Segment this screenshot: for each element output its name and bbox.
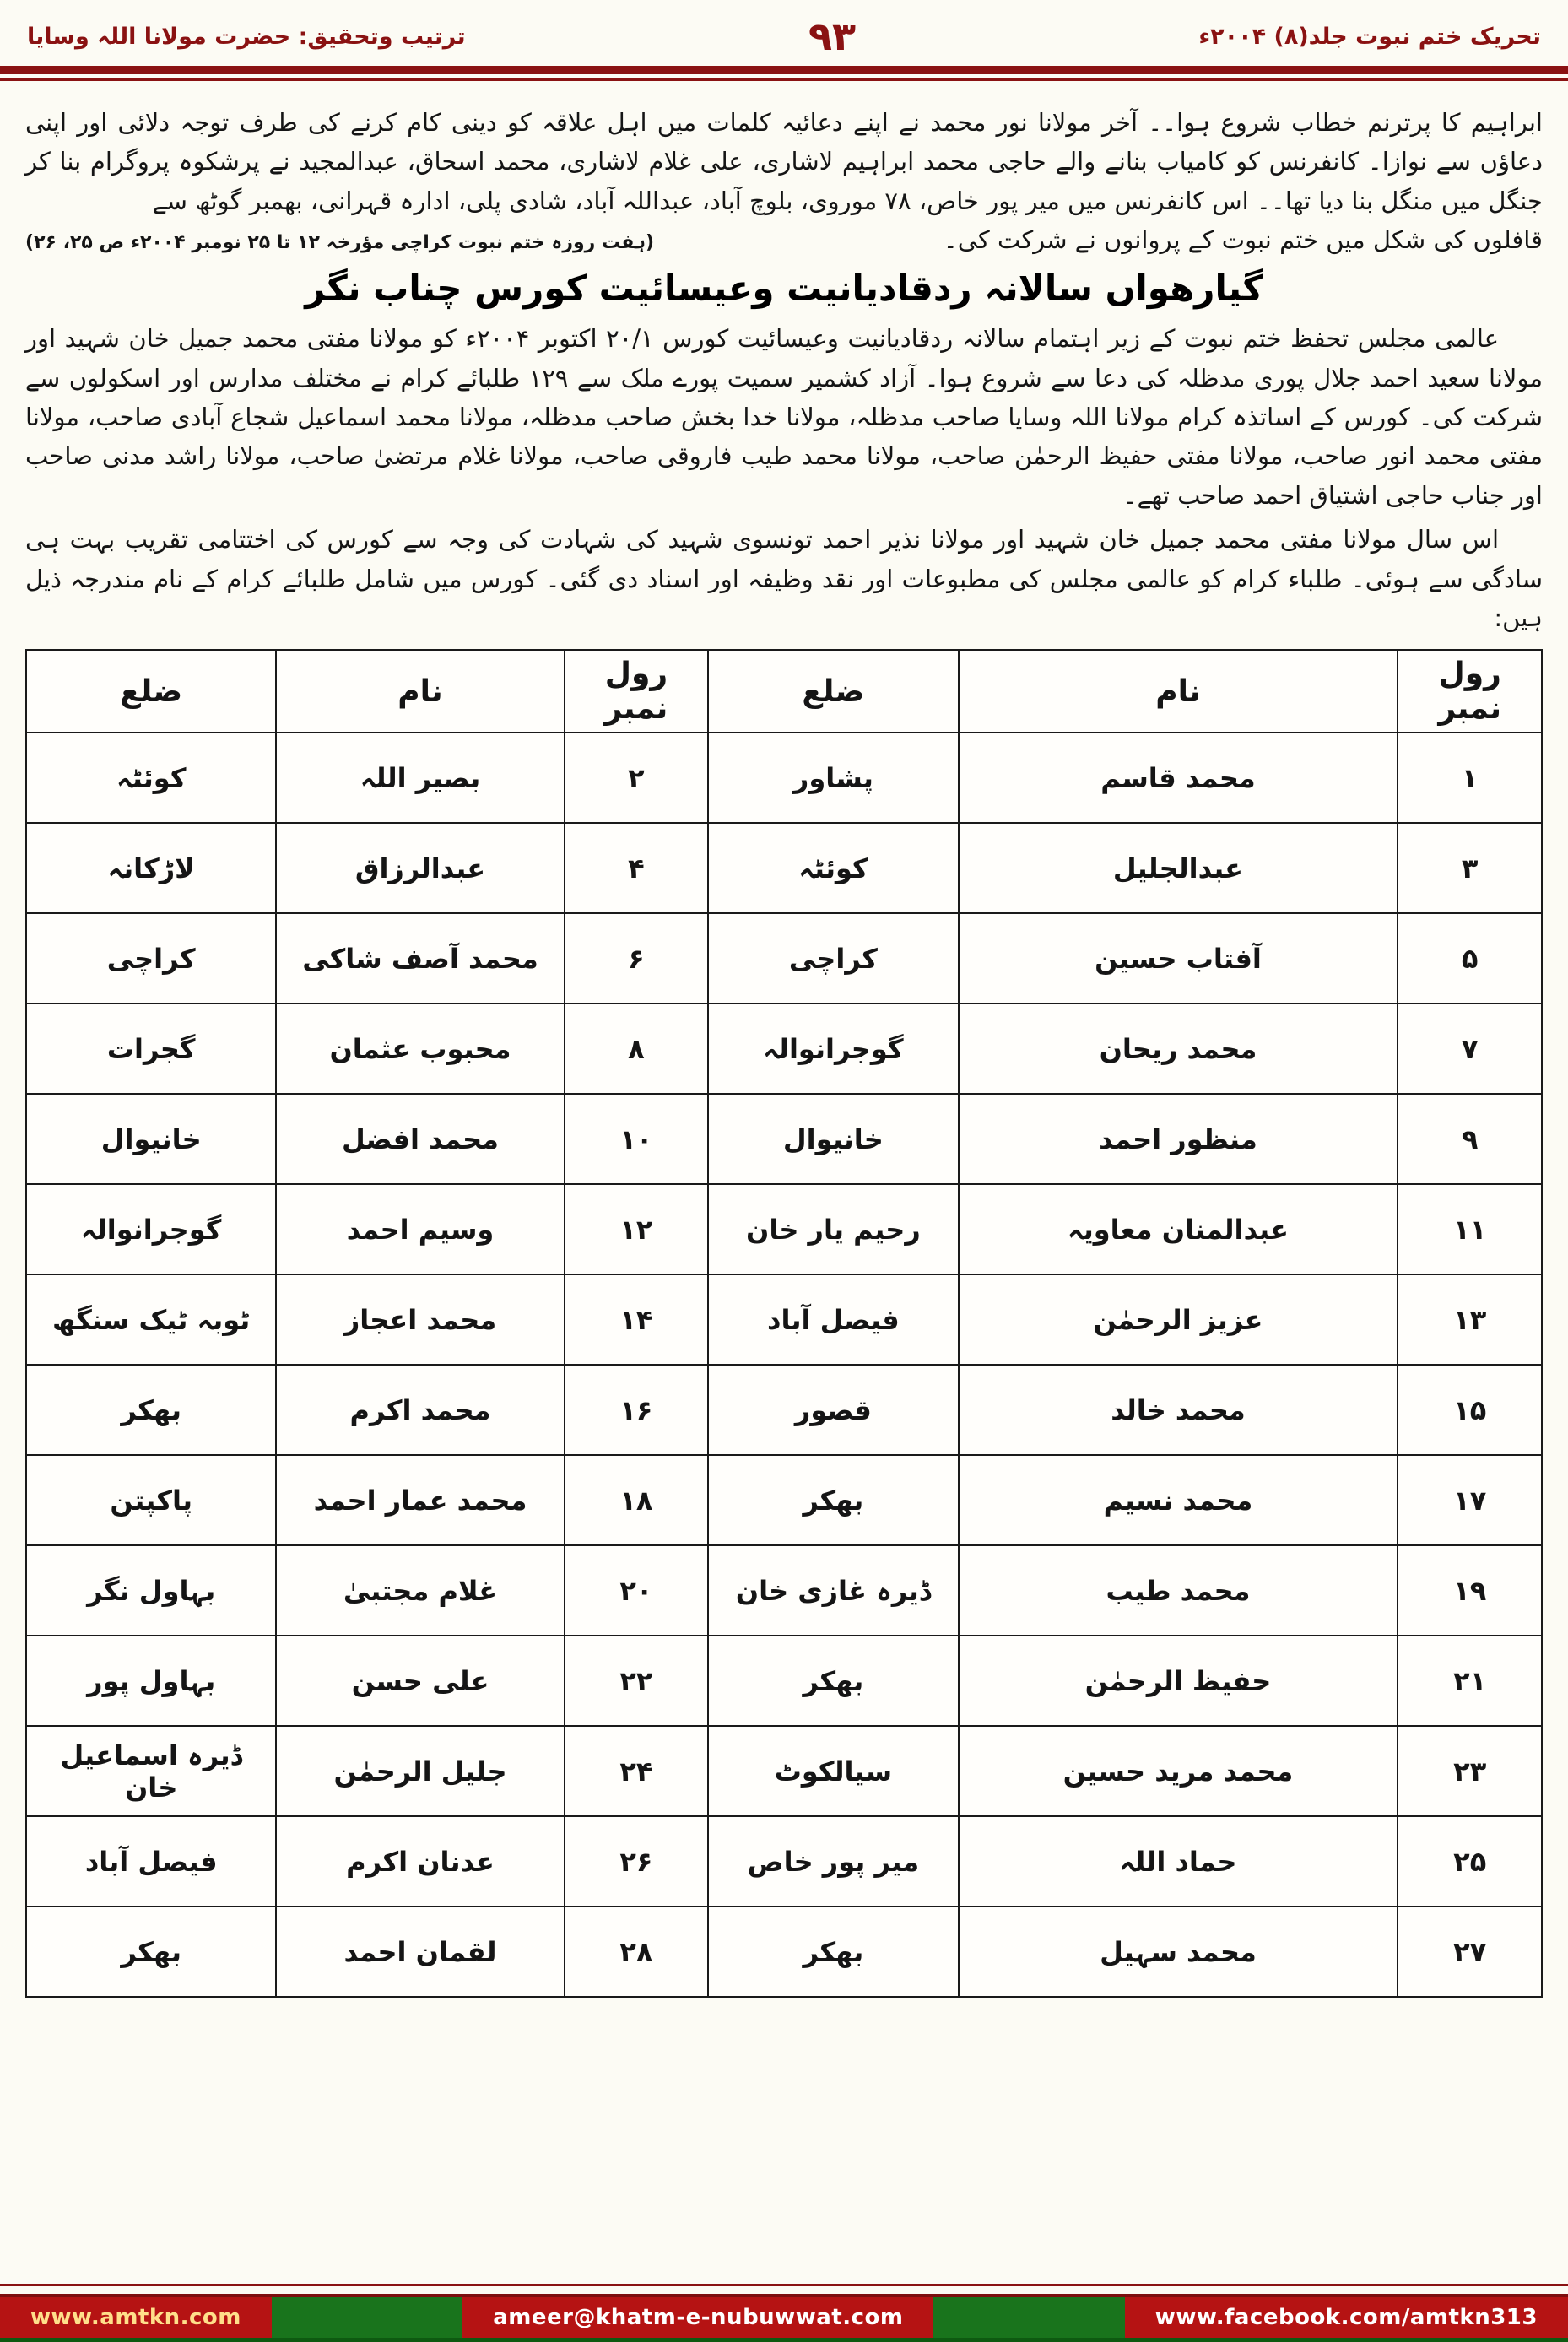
name-cell: عدنان اکرم	[276, 1816, 564, 1907]
table-row	[26, 1455, 1542, 1545]
name-cell: آفتاب حسین	[959, 913, 1398, 1003]
conference-closing-sentence: قافلوں کی شکل میں ختم نبوت کے پروانوں نے شرکت کی۔	[943, 225, 1543, 255]
section-heading: گیارھواں سالانہ ردقادیانیت وعیسائیت کورس چناب نگر	[305, 268, 1263, 310]
roll-cell: ۲۱	[1398, 1636, 1542, 1726]
name-cell: عبدالرزاق	[276, 823, 564, 913]
district-cell: فیصل آباد	[26, 1816, 276, 1907]
district-cell: فیصل آباد	[708, 1274, 958, 1365]
roll-cell: ۲۳	[1398, 1726, 1542, 1816]
roll-cell: ۱۵	[1398, 1365, 1542, 1455]
roll-cell: ۲۸	[565, 1907, 709, 1997]
roll-cell: ۹	[1398, 1094, 1542, 1184]
roll-cell: ۲۰	[565, 1545, 709, 1636]
table-row	[26, 1274, 1542, 1365]
roll-cell: ۱۶	[565, 1365, 709, 1455]
district-cell: سیالکوٹ	[708, 1726, 958, 1816]
header-name-left: نام	[276, 650, 564, 733]
paragraph-course-intro: عالمی مجلس تحفظ ختم نبوت کے زیر اہتمام سالانہ ردقادیانیت وعیسائیت کورس ۲۰/۱ اکتوبر ۲۰۰۴ء کو مولانا مفتی محمد جمیل خان شہید اور مولانا سعید احمد جلال پوری مدظلہ کی دعا سے شروع ہوا۔ آزاد کشمیر سمیت پورے ملک سے ۱۲۹ طلبائے کرام نے مختلف مدارس اور اسکولوں سے شرکت کی۔ کورس کے اساتذہ کرام مولانا اللہ وسایا صاحب مدظلہ، مولانا خدا بخش صاحب مدظلہ، مولانا محمد اسماعیل شجاع آبادی صاحب، مولانا مفتی محمد انور صاحب، مولانا مفتی حفیظ الرحمٰن صاحب، مولانا محمد طیب فاروقی صاحب، مولانا غلام مرتضیٰ صاحب، مولانا راشد مدنی صاحب اور جناب حاجی اشتیاق احمد صاحب تھے۔	[25, 324, 1543, 510]
roll-cell: ۸	[565, 1003, 709, 1094]
table-row	[26, 1003, 1542, 1094]
roll-cell: ۱۲	[565, 1184, 709, 1274]
name-cell: محمد افضل	[276, 1094, 564, 1184]
roll-cell: ۲۶	[565, 1816, 709, 1907]
district-cell: ڈیرہ غازی خان	[708, 1545, 958, 1636]
name-cell: حفیظ الرحمٰن	[959, 1636, 1398, 1726]
roll-cell: ۶	[565, 913, 709, 1003]
roll-cell: ۲۷	[1398, 1907, 1542, 1997]
table-row	[26, 733, 1542, 823]
name-cell: لقمان احمد	[276, 1907, 564, 1997]
district-cell: بھکر	[26, 1365, 276, 1455]
email-link[interactable]: ameer@khatm-e-nubuwwat.com	[462, 2297, 933, 2338]
header-name-right: نام	[959, 650, 1398, 733]
district-cell: کراچی	[708, 913, 958, 1003]
roll-cell: ۱۷	[1398, 1455, 1542, 1545]
roll-cell: ۲۴	[565, 1726, 709, 1816]
roll-cell: ۱۰	[565, 1094, 709, 1184]
name-cell: محمد اکرم	[276, 1365, 564, 1455]
page-number: ۹۳	[808, 14, 857, 59]
district-cell: بہاول پور	[26, 1636, 276, 1726]
website-link[interactable]: www.amtkn.com	[0, 2297, 272, 2338]
district-cell: قصور	[708, 1365, 958, 1455]
district-cell: پاکپتن	[26, 1455, 276, 1545]
header-roll-number-right: رول نمبر	[1398, 650, 1542, 733]
name-cell: حماد اللہ	[959, 1816, 1398, 1907]
district-cell: گجرات	[26, 1003, 276, 1094]
name-cell: محمد سہیل	[959, 1907, 1398, 1997]
header-roll-number-left: رول نمبر	[565, 650, 709, 733]
roll-cell: ۱۳	[1398, 1274, 1542, 1365]
name-cell: غلام مجتبیٰ	[276, 1545, 564, 1636]
district-cell: ٹوبہ ٹیک سنگھ	[26, 1274, 276, 1365]
roll-cell: ۱۸	[565, 1455, 709, 1545]
roll-cell: ۲	[565, 733, 709, 823]
name-cell: محمد ریحان	[959, 1003, 1398, 1094]
district-cell: رحیم یار خان	[708, 1184, 958, 1274]
roll-cell: ۱	[1398, 733, 1542, 823]
page-footer	[0, 2284, 1568, 2342]
page-header	[0, 0, 1568, 66]
name-cell: وسیم احمد	[276, 1184, 564, 1274]
district-cell: گوجرانوالہ	[26, 1184, 276, 1274]
roll-cell: ۱۱	[1398, 1184, 1542, 1274]
header-rule-thick	[0, 66, 1568, 74]
table-row	[26, 913, 1542, 1003]
district-cell: کراچی	[26, 913, 276, 1003]
header-district-left: ضلع	[26, 650, 276, 733]
name-cell: جلیل الرحمٰن	[276, 1726, 564, 1816]
district-cell: بھکر	[26, 1907, 276, 1997]
table-row	[26, 1365, 1542, 1455]
footer-rule	[0, 2284, 1568, 2286]
district-cell: کوئٹہ	[708, 823, 958, 913]
district-cell: بھکر	[708, 1455, 958, 1545]
roll-cell: ۱۴	[565, 1274, 709, 1365]
district-cell: بھکر	[708, 1636, 958, 1726]
table-row	[26, 1636, 1542, 1726]
district-cell: کوئٹہ	[26, 733, 276, 823]
header-district-right: ضلع	[708, 650, 958, 733]
name-cell: محمد خالد	[959, 1365, 1398, 1455]
volume-title: تحریک ختم نبوت جلد(۸) ۲۰۰۴ء	[1198, 23, 1541, 50]
name-cell: بصیر اللہ	[276, 733, 564, 823]
name-cell: منظور احمد	[959, 1094, 1398, 1184]
students-table	[25, 649, 1543, 1998]
district-cell: میر پور خاص	[708, 1816, 958, 1907]
name-cell: عبدالمنان معاویہ	[959, 1184, 1398, 1274]
district-cell: گوجرانوالہ	[708, 1003, 958, 1094]
district-cell: خانیوال	[26, 1094, 276, 1184]
table-row	[26, 1907, 1542, 1997]
name-cell: محمد عمار احمد	[276, 1455, 564, 1545]
roll-cell: ۵	[1398, 913, 1542, 1003]
district-cell: لاڑکانہ	[26, 823, 276, 913]
district-cell: پشاور	[708, 733, 958, 823]
paragraph-conference-lastline	[25, 225, 1543, 254]
name-cell: عزیز الرحمٰن	[959, 1274, 1398, 1365]
editor-credit: ترتیب وتحقیق: حضرت مولانا اللہ وسایا	[27, 23, 466, 50]
name-cell: محمد مرید حسین	[959, 1726, 1398, 1816]
name-cell: عبدالجلیل	[959, 823, 1398, 913]
table-row	[26, 823, 1542, 913]
name-cell: محمد آصف شاکی	[276, 913, 564, 1003]
paragraph-conference: ابراہیم کا پرترنم خطاب شروع ہوا۔۔ آخر مولانا نور محمد نے اپنے دعائیہ کلمات میں اہل علاقہ کو دینی کام کرنے کی طرف توجہ دلائی اور اپنی دعاؤں سے نوازا۔ کانفرنس کو کامیاب بنانے والے حاجی محمد ابراہیم لاشاری، علی غلام لاشاری، محمد اسحاق، عبدالمجید نے پرشکوہ پروگرام بنا کر جنگل میں منگل بنا دیا تھا۔۔ اس کانفرنس میں میر پور خاص، ۷۸ موروی، بلوچ آباد، عبداللہ آباد، شادی پلی، ادارہ قہرانی، بھمبر گوٹھ سے	[25, 108, 1543, 215]
page-content	[0, 81, 1568, 1998]
table-row	[26, 1816, 1542, 1907]
roll-cell: ۴	[565, 823, 709, 913]
name-cell: محمد طیب	[959, 1545, 1398, 1636]
name-cell: محمد نسیم	[959, 1455, 1398, 1545]
table-row	[26, 1094, 1542, 1184]
roll-cell: ۲۲	[565, 1636, 709, 1726]
roll-cell: ۳	[1398, 823, 1542, 913]
facebook-link[interactable]: www.facebook.com/amtkn313	[1125, 2297, 1568, 2338]
name-cell: محمد اعجاز	[276, 1274, 564, 1365]
name-cell: محبوب عثمان	[276, 1003, 564, 1094]
table-row	[26, 1726, 1542, 1816]
district-cell: ڈیرہ اسماعیل خان	[26, 1726, 276, 1816]
table-header-row	[26, 650, 1542, 733]
roll-cell: ۲۵	[1398, 1816, 1542, 1907]
roll-cell: ۱۹	[1398, 1545, 1542, 1636]
district-cell: بہاول نگر	[26, 1545, 276, 1636]
roll-cell: ۷	[1398, 1003, 1542, 1094]
district-cell: بھکر	[708, 1907, 958, 1997]
paragraph-course-closing: اس سال مولانا مفتی محمد جمیل خان شہید اور مولانا نذیر احمد تونسوی شہید کی شہادت کی وجہ سے کورس کی اختتامی تقریب بہت ہی سادگی سے ہوئی۔ طلباء کرام کو عالمی مجلس کی مطبوعات اور نقد وظیفہ اور اسناد دی گئی۔ کورس میں شامل طلبائے کرام کے نام مندرجہ ذیل ہیں:	[25, 525, 1543, 632]
table-row	[26, 1545, 1542, 1636]
table-row	[26, 1184, 1542, 1274]
district-cell: خانیوال	[708, 1094, 958, 1184]
footer-band	[0, 2294, 1568, 2342]
reference-citation: (ہفت روزہ ختم نبوت کراچی مؤرخہ ۱۲ تا ۲۵ نومبر ۲۰۰۴ء ص ۲۵، ۲۶)	[25, 232, 655, 254]
name-cell: محمد قاسم	[959, 733, 1398, 823]
name-cell: علی حسن	[276, 1636, 564, 1726]
